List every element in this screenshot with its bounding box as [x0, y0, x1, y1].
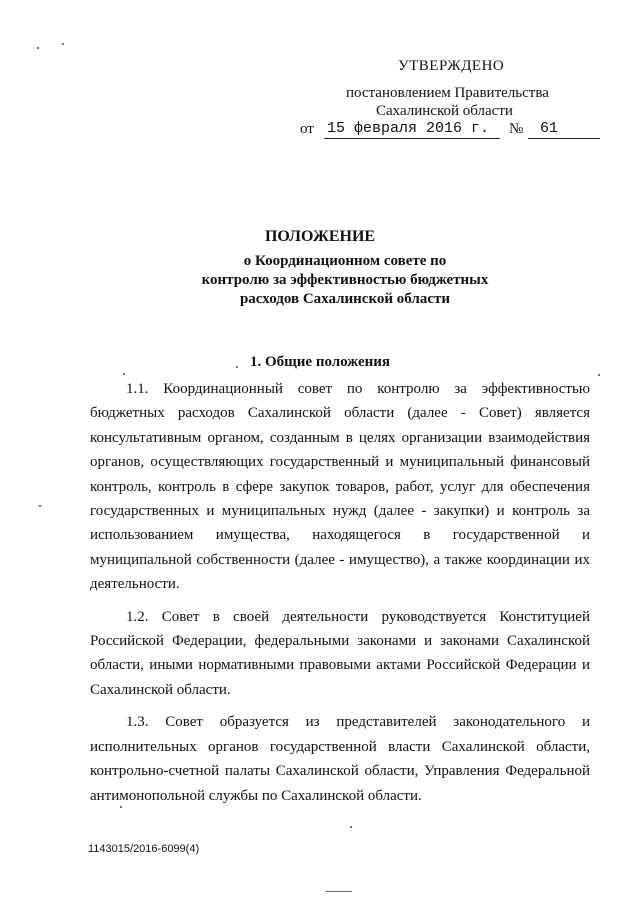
- scan-speck: [39, 505, 41, 507]
- number-value: 61: [540, 120, 559, 137]
- scan-speck: [120, 806, 122, 808]
- document-subtitle: [180, 252, 510, 309]
- scan-speck: [37, 47, 39, 49]
- approval-date-row: [300, 121, 600, 141]
- paragraph-1-3: 1.3. Совет образуется из представителей законодательного и исполнительных органов государственной власти Сахалинской области, контрольно-счетной палаты Сахалинской области, Управления Федеральной антимонопольной службы по Сахалинской области.: [90, 714, 590, 804]
- approval-title: УТВЕРЖДЕНО: [398, 58, 505, 74]
- scan-speck: [123, 373, 125, 375]
- scan-speck: [236, 366, 238, 368]
- document-registration-code: 1143015/2016-6099(4): [88, 843, 200, 855]
- date-value: 15 февраля 2016 г.: [327, 120, 490, 137]
- scan-smudge: [326, 891, 352, 892]
- section-body: [90, 377, 590, 808]
- date-underline: [324, 138, 500, 139]
- date-prefix: от: [300, 121, 314, 137]
- document-title: ПОЛОЖЕНИЕ: [264, 228, 376, 245]
- subtitle-line-1: о Координационном совете по: [243, 253, 447, 269]
- number-underline: [528, 138, 600, 139]
- subtitle-line-3: расходов Сахалинской области: [239, 291, 451, 307]
- scan-speck: [598, 374, 600, 376]
- section-heading: 1. Общие положения: [249, 354, 391, 370]
- paragraph-1-2: 1.2. Совет в своей деятельности руководствуется Конституцией Российской Федерации, федеральными законами и законами Сахалинской области, иными нормативными правовыми актами Российской Федерации и Сахалинской области.: [90, 608, 590, 698]
- approval-line-1: постановлением Правительства: [346, 85, 549, 101]
- scan-speck: [62, 43, 64, 45]
- subtitle-line-2: контролю за эффективностью бюджетных: [201, 272, 489, 288]
- number-prefix: №: [509, 121, 524, 137]
- paragraph-1-1: 1.1. Координационный совет по контролю за эффективностью бюджетных расходов Сахалинской области (далее - Совет) является консультативным органом, созданным в целях организации взаимодействия органов, осуществляющих государственный и муниципальный финансовый контроль, контроль в сфере закупок товаров, работ, услуг для обеспечения государственных и муниципальных нужд (далее - закупки) и контроль за использованием имущества, находящегося в государственной и муниципальной собственности (далее - имущество), а также координации их деятельности.: [90, 381, 590, 593]
- approval-line-2: Сахалинской области: [376, 103, 513, 119]
- scan-speck: [350, 826, 352, 828]
